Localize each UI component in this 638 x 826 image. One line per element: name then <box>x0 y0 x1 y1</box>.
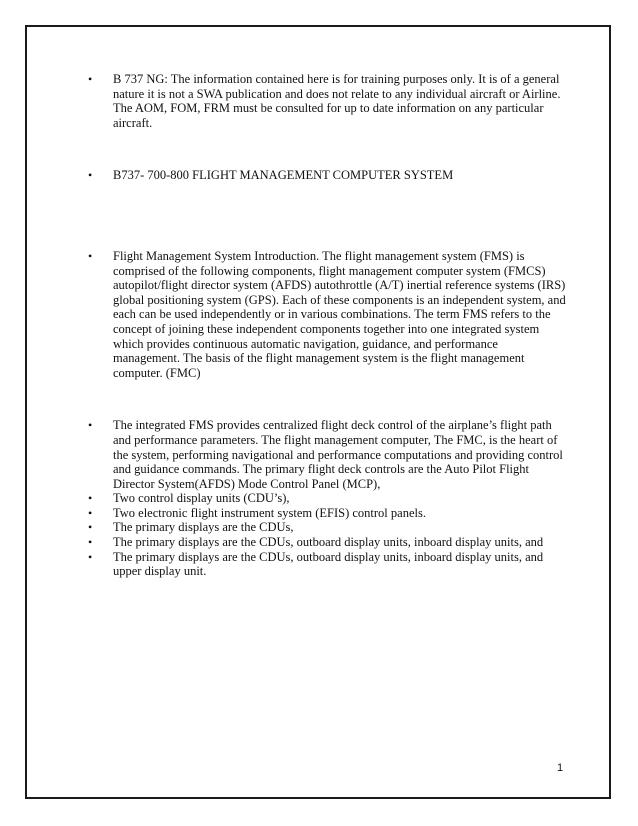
bullet-primary-displays-3 <box>88 550 568 579</box>
page-number: 1 <box>557 762 564 774</box>
bullet-icon: • <box>88 168 93 183</box>
bullet-text: The integrated FMS provides centralized flight deck control of the airplane’s flight path and performance parameters. The flight management computer, The FMC, is the heart of the system, performing navigational and performance computations and providing control and guidance commands. The primary flight deck controls are the Auto Pilot Flight Director System(AFDS) Mode Control Panel (MCP), <box>113 418 563 491</box>
bullet-icon: • <box>88 248 93 263</box>
bullet-text: Two electronic flight instrument system (EFIS) control panels. <box>113 505 426 520</box>
bullet-integrated-fms <box>88 418 568 491</box>
bullet-icon: • <box>88 491 93 506</box>
bullet-icon: • <box>88 505 93 520</box>
bullet-icon: • <box>88 535 93 550</box>
bullet-fmcs-title <box>88 168 568 183</box>
bullet-icon: • <box>88 520 93 535</box>
bullet-text: Two control display units (CDU’s), <box>113 491 290 506</box>
bullet-primary-displays-1 <box>88 520 568 535</box>
bullet-text: Flight Management System Introduction. The flight management system (FMS) is comprised of the following components, flight management computer system (FMCS) autopilot/flight director system (AFDS) autothrottle (A/T) inertial reference systems (IRS) global positioning system (GPS). Each of these components is an independent system, and each can be used independently or in various combinations. The term FMS refers to the concept of joining these independent components together into one integrated system which provides continuous automatic navigation, guidance, and performance management. The basis of the flight management system is the flight management computer. (FMC) <box>113 248 566 380</box>
bullet-icon: • <box>88 418 93 433</box>
bullet-icon: • <box>88 549 93 564</box>
bullet-text: The primary displays are the CDUs, outboard display units, inboard display units, and <box>113 535 544 550</box>
bullet-control-display-units <box>88 491 568 506</box>
bullet-text: The primary displays are the CDUs, <box>113 520 294 535</box>
bullet-fms-introduction <box>88 249 568 380</box>
document-body <box>88 72 568 579</box>
bullet-text: The primary displays are the CDUs, outboard display units, inboard display units, and upper display unit. <box>113 549 544 579</box>
bullet-text: B 737 NG: The information contained here is for training purposes only. It is of a general nature it is not a SWA publication and does not relate to any individual aircraft or Airline. The AOM, FOM, FRM must be consulted for up to date information on any particular aircraft. <box>113 72 561 130</box>
bullet-text: B737- 700-800 FLIGHT MANAGEMENT COMPUTER SYSTEM <box>113 168 454 183</box>
bullet-primary-displays-2 <box>88 535 568 550</box>
bullet-icon: • <box>88 72 93 86</box>
bullet-training-disclaimer <box>88 72 568 130</box>
bullet-efis-control-panels <box>88 506 568 521</box>
